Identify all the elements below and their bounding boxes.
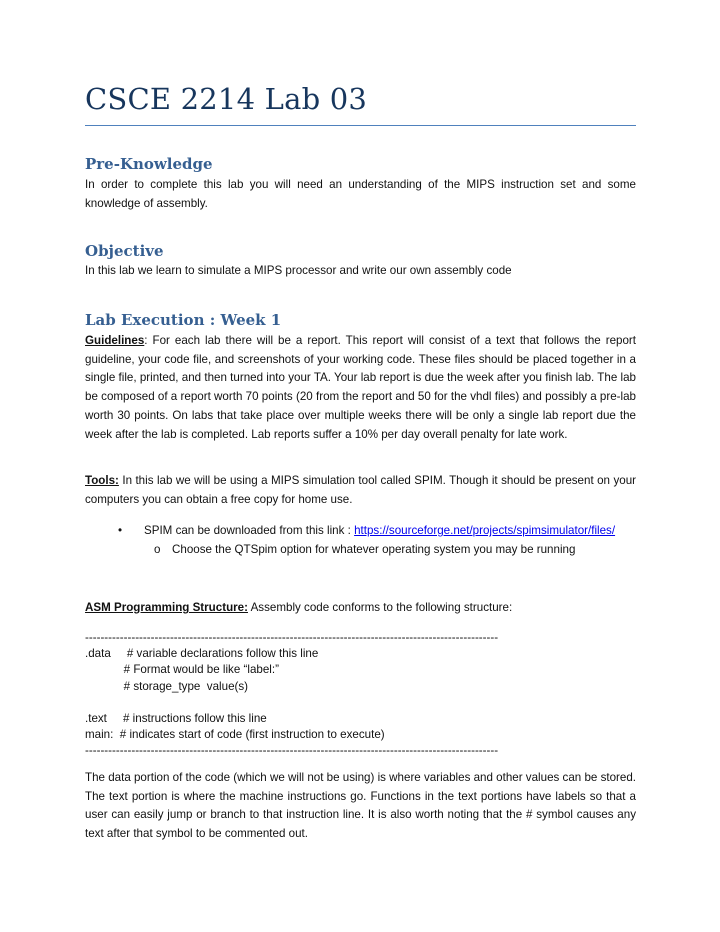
- tools-label: Tools:: [85, 474, 119, 487]
- guidelines-paragraph: [85, 332, 636, 444]
- heading-pre-knowledge: Pre-Knowledge: [85, 155, 213, 173]
- sub-bullet-item-qtspim: [154, 541, 575, 559]
- document-title: CSCE 2214 Lab 03: [85, 82, 368, 116]
- title-rule: [85, 125, 636, 126]
- asm-text: Assembly code conforms to the following structure:: [247, 601, 513, 614]
- tools-text: In this lab we will be using a MIPS simulation tool called SPIM. Though it should be present on your computers you can obtain a free copy for home use.: [85, 474, 636, 506]
- sub-bullet-text: Choose the QTSpim option for whatever operating system you may be running: [172, 543, 576, 556]
- closing-paragraph: The data portion of the code (which we will not be using) is where variables and other values can be stored. The text portion is where the machine instructions go. Functions in the text portions have labels so that a user can easily jump or branch to that instruction line. It is also worth noting that the # symbol causes any text after that symbol to be commented out.: [85, 771, 637, 841]
- heading-lab-execution: Lab Execution : Week 1: [85, 311, 282, 329]
- guidelines-text: : For each lab there will be a report. This report will consist of a text that follows the report guideline, your code file, and screenshots of your working code. These files should be placed together in a single file, printed, and then turned into your TA. Your lab report is due the week after you finish lab. The lab be composed of a report worth 70 points (20 from the report and 50 for the vhdl files) and possibly a pre-lab worth 30 points. On labs that take place over multiple weeks there will be only a single lab report due the week after the lab is completed. Lab reports suffer a 10% per day overall penalty for late work.: [85, 334, 636, 441]
- objective-text: In this lab we learn to simulate a MIPS processor and write our own assembly code: [85, 264, 512, 277]
- bullet-item-spim: [118, 522, 615, 540]
- asm-code-block: ----------------------------------------------------------------------------------------------------------- .data # variable declarations follow this line # Format would be like “label:” # storage_type value(s) .text # instructions follow this line main: # indicates start of code (first instruction to execute) -----------------------------------------------------------------------------------------------------------: [85, 631, 499, 758]
- bullet-text: SPIM can be downloaded from this link :: [144, 524, 355, 537]
- heading-objective: Objective: [85, 242, 164, 260]
- pre-knowledge-text: In order to complete this lab you will need an understanding of the MIPS instruction set and some knowledge of assembly.: [85, 178, 636, 210]
- sub-bullet-icon: o: [154, 543, 161, 556]
- bullet-icon: •: [118, 524, 123, 537]
- spim-download-link[interactable]: https://sourceforge.net/projects/spimsimulator/files/: [354, 524, 616, 537]
- asm-label: ASM Programming Structure:: [85, 601, 248, 614]
- guidelines-label: Guidelines: [85, 334, 145, 347]
- tools-paragraph: [85, 472, 636, 509]
- asm-paragraph: [85, 599, 636, 618]
